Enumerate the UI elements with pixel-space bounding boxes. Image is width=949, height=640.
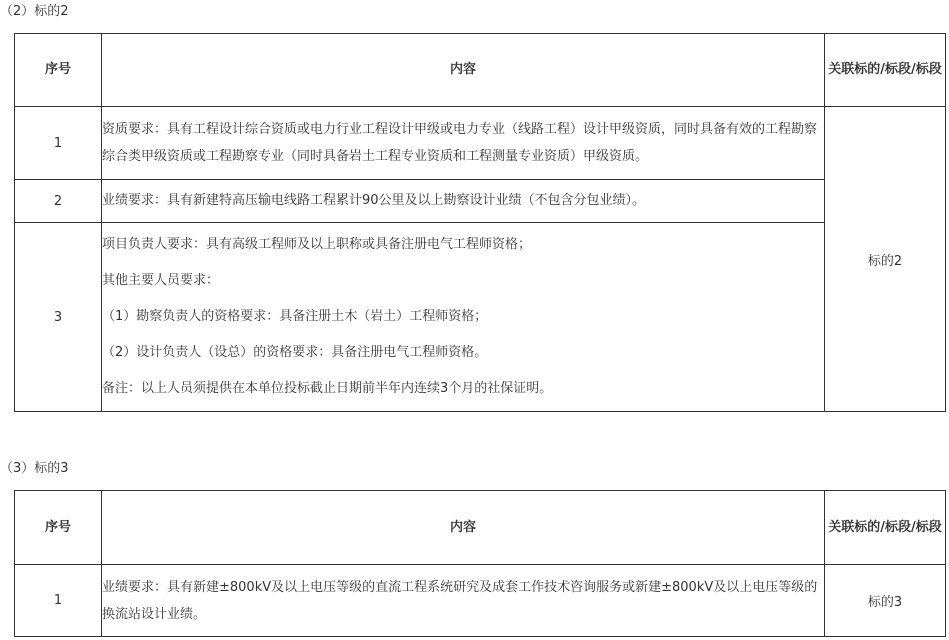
table-row xyxy=(15,107,946,180)
header-no: 序号 xyxy=(15,491,102,565)
content-paragraph: 业绩要求：具有新建±800kV及以上电压等级的直流工程系统研究及成套工作技术咨询服务或新建±800kV及以上电压等级的换流站设计业绩。 xyxy=(102,579,818,622)
content-paragraph: （2）设计负责人（设总）的资格要求：具备注册电气工程师资格。 xyxy=(102,345,488,360)
header-related: 关联标的/标段/标段 xyxy=(825,491,946,565)
header-content: 内容 xyxy=(102,34,825,107)
row-content xyxy=(102,107,825,180)
row-content xyxy=(102,565,825,637)
content-paragraph: 项目负责人要求：具有高级工程师及以上职称或具备注册电气工程师资格； xyxy=(102,237,532,252)
content-paragraph: 资质要求：具有工程设计综合资质或电力行业工程设计甲级或电力专业（线路工程）设计甲级资质，同时具备有效的工程勘察综合类甲级资质或工程勘察专业（同时具备岩土工程专业资质和工程测量专业资质）甲级资质。 xyxy=(102,122,818,164)
table-row xyxy=(15,223,946,412)
related-lot: 标的2 xyxy=(825,107,946,412)
content-paragraph: 备注：以上人员须提供在本单位投标截止日期前半年内连续3个月的社保证明。 xyxy=(102,381,553,396)
table-row xyxy=(15,565,946,637)
requirements-table-3 xyxy=(14,490,946,637)
section-title-3: （3）标的3 xyxy=(0,461,69,476)
requirements-table-2 xyxy=(14,33,946,412)
row-content xyxy=(102,223,825,412)
header-no: 序号 xyxy=(15,34,102,107)
content-paragraph: 其他主要人员要求： xyxy=(102,273,220,288)
row-number: 2 xyxy=(15,180,102,223)
row-number: 1 xyxy=(15,107,102,180)
header-related: 关联标的/标段/标段 xyxy=(825,34,946,107)
table-header-row xyxy=(15,34,946,107)
row-number: 3 xyxy=(15,223,102,412)
content-paragraph: 业绩要求：具有新建特高压输电线路工程累计90公里及以上勘察设计业绩（不包含分包业绩）。 xyxy=(102,193,646,208)
table-header-row xyxy=(15,491,946,565)
row-content xyxy=(102,180,825,223)
section-title-2: （2）标的2 xyxy=(0,4,69,19)
table-row xyxy=(15,180,946,223)
header-content: 内容 xyxy=(102,491,825,565)
content-paragraph: （1）勘察负责人的资格要求：具备注册土木（岩土）工程师资格； xyxy=(102,309,488,324)
row-number: 1 xyxy=(15,565,102,637)
related-lot: 标的3 xyxy=(825,565,946,637)
